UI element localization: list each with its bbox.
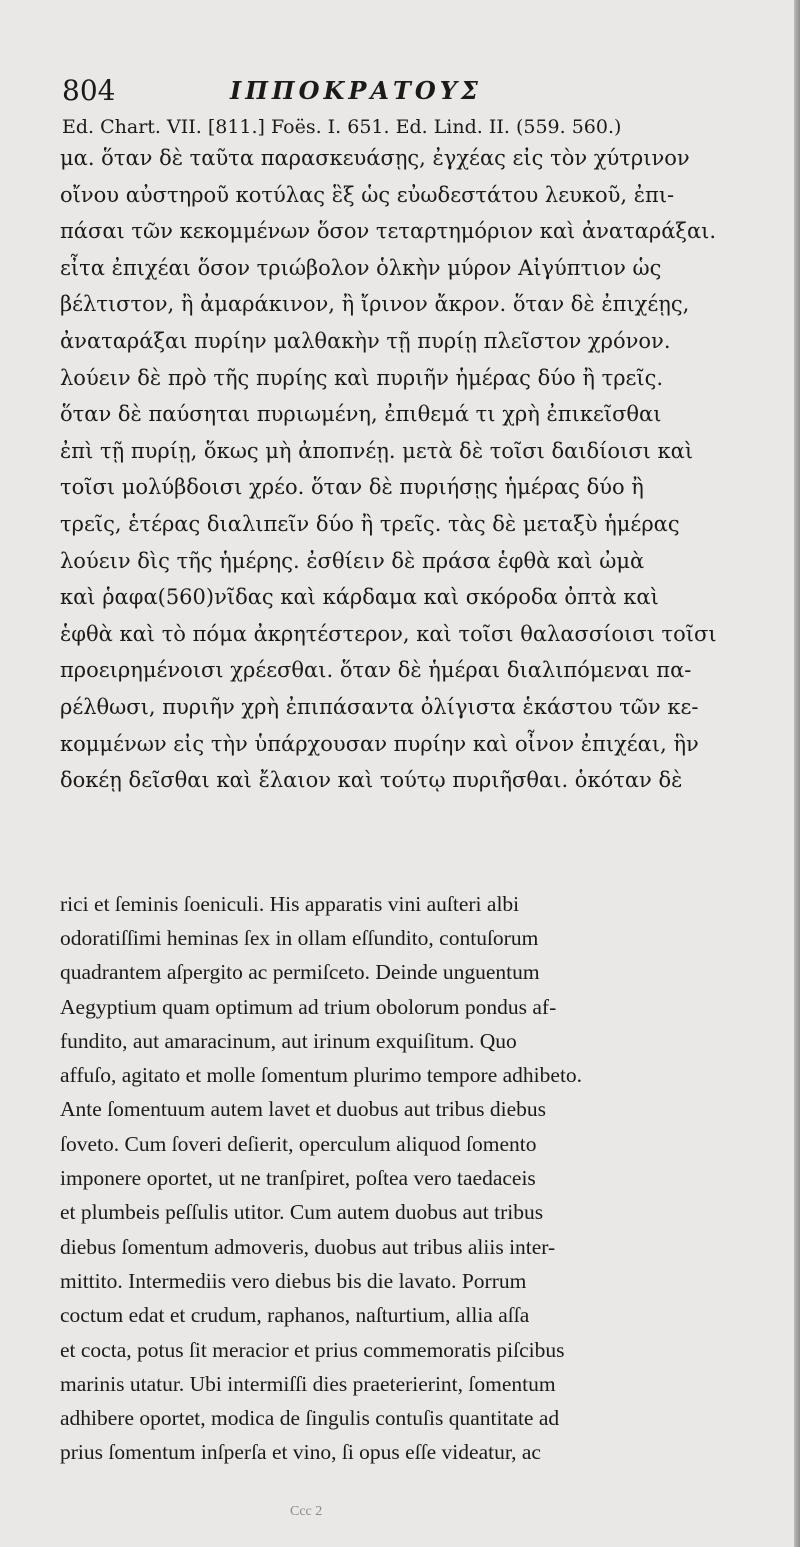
greek-text-line: κομμένων εἰς τὴν ὑπάρχουσαν πυρίην καὶ οἶνον ἐπιχέαι, ἣν bbox=[60, 731, 699, 756]
latin-text-line: quadrantem aſpergito ac permiſceto. Deinde unguentum bbox=[60, 960, 540, 985]
greek-text-line: πάσαι τῶν κεκομμένων ὅσον τεταρτημόριον καὶ ἀναταράξαι. bbox=[60, 219, 717, 244]
greek-text-line: τοῖσι μολύβδοισι χρέο. ὅταν δὲ πυριήσῃς ἡμέρας δύο ἢ bbox=[60, 475, 644, 500]
latin-text-line: ſoveto. Cum ſoveri deſierit, operculum aliquod ſomento bbox=[60, 1131, 537, 1156]
latin-text-line: odoratiſſimi heminas ſex in ollam eſſundito, contuſorum bbox=[60, 925, 539, 950]
greek-text-line: ρέλθωσι, πυριῆν χρὴ ἐπιπάσαντα ὀλίγιστα ἑκάστου τῶν κε- bbox=[60, 694, 699, 719]
latin-text-line: imponere oportet, ut ne tranſpiret, poſtea vero taedaceis bbox=[60, 1166, 536, 1191]
greek-text-line: ἑφθὰ καὶ τὸ πόμα ἀκρητέστερον, καὶ τοῖσι θαλασσίοισι τοῖσι bbox=[60, 621, 717, 646]
latin-text-line: Ante ſomentuum autem lavet et duobus aut tribus diebus bbox=[60, 1097, 547, 1122]
greek-text-line: οἴνου αὐστηροῦ κοτύλας ἓξ ὡς εὐωδεστάτου λευκοῦ, ἐπι- bbox=[60, 182, 675, 207]
greek-text-line: λούειν δὶς τῆς ἡμέρης. ἐσθίειν δὲ πράσα ἑφθὰ καὶ ὠμὰ bbox=[60, 548, 645, 573]
greek-text-line: βέλτιστον, ἢ ἀμαράκινον, ἢ ἴρινον ἄκρον. ὅταν δὲ ἐπιχέῃς, bbox=[60, 292, 690, 317]
latin-text-line: mittito. Intermediis vero diebus bis die lavato. Porrum bbox=[60, 1268, 527, 1293]
greek-text-line: προειρημένοισι χρέεσθαι. ὅταν δὲ ἡμέραι διαλιπόμεναι πα- bbox=[60, 658, 692, 683]
page-header bbox=[60, 70, 780, 114]
greek-text-line: μα. ὅταν δὲ ταῦτα παρασκευάσῃς, ἐγχέας εἰς τὸν χύτρινον bbox=[60, 146, 690, 170]
page-number: 804 bbox=[62, 74, 116, 107]
greek-text-line: εἶτα ἐπιχέαι ὅσον τριώβολον ὁλκὴν μύρον Αἰγύπτιον ὡς bbox=[60, 255, 662, 280]
latin-text-line: affuſo, agitato et molle ſomentum plurimo tempore adhibeto. bbox=[60, 1063, 583, 1088]
greek-text-block bbox=[60, 140, 780, 799]
page-edge-shadow bbox=[794, 0, 800, 1547]
latin-text-line: fundito, aut amaracinum, aut irinum exquiſitum. Quo bbox=[60, 1028, 517, 1053]
latin-text-line: diebus ſomentum admoveris, duobus aut tribus aliis inter- bbox=[60, 1234, 556, 1259]
greek-text-line: ἐπὶ τῇ πυρίῃ, ὅκως μὴ ἀποπνέῃ. μετὰ δὲ τοῖσι δαιδίοισι καὶ bbox=[60, 438, 694, 463]
latin-text-line: et plumbeis peſſulis utitor. Cum autem duobus aut tribus bbox=[60, 1200, 544, 1225]
section-gap bbox=[60, 799, 780, 887]
latin-text-line: et cocta, potus ſit meracior et prius commemoratis piſcibus bbox=[60, 1337, 565, 1362]
greek-text-line: λούειν δὲ πρὸ τῆς πυρίης καὶ πυριῆν ἡμέρας δύο ἢ τρεῖς. bbox=[60, 365, 664, 390]
latin-text-line: prius ſomentum inſperſa et vino, ſi opus eſſe videatur, ac bbox=[60, 1440, 541, 1465]
latin-text-line: coctum edat et crudum, raphanos, naſturtium, allia aſſa bbox=[60, 1303, 530, 1328]
greek-text-line: τρεῖς, ἑτέρας διαλιπεῖν δύο ἢ τρεῖς. τὰς δὲ μεταξὺ ἡμέρας bbox=[60, 511, 680, 536]
greek-text-line: δοκέῃ δεῖσθαι καὶ ἔλαιον καὶ τούτῳ πυριῆσθαι. ὁκόταν δὲ bbox=[60, 768, 683, 793]
running-head: ΙΠΠΟΚΡΑΤΟΥΣ bbox=[230, 76, 482, 105]
greek-text-line: ὅταν δὲ παύσηται πυριωμένη, ἐπιθεμά τι χρὴ ἐπικεῖσθαι bbox=[60, 402, 662, 427]
greek-text-line: καὶ ῥαφα(560)νῖδας καὶ κάρδαμα καὶ σκόροδα ὀπτὰ καὶ bbox=[60, 585, 659, 610]
edition-reference-line: Ed. Chart. VII. [811.] Foës. I. 651. Ed. Lind. II. (559. 560.) bbox=[62, 116, 622, 138]
greek-text-line: ἀναταράξαι πυρίην μαλθακὴν τῇ πυρίῃ πλεῖστον χρόνον. bbox=[60, 328, 671, 353]
latin-text-block bbox=[60, 887, 780, 1470]
latin-text-line: rici et ſeminis ſoeniculi. His apparatis vini auſteri albi bbox=[60, 891, 520, 916]
printer-signature: Ccc 2 bbox=[290, 1504, 323, 1519]
latin-text-line: marinis utatur. Ubi intermiſſi dies praeterierint, ſomentum bbox=[60, 1371, 556, 1396]
latin-text-line: Aegyptium quam optimum ad trium obolorum pondus af- bbox=[60, 994, 557, 1019]
latin-text-line: adhibere oportet, modica de ſingulis contuſis quantitate ad bbox=[60, 1406, 560, 1431]
